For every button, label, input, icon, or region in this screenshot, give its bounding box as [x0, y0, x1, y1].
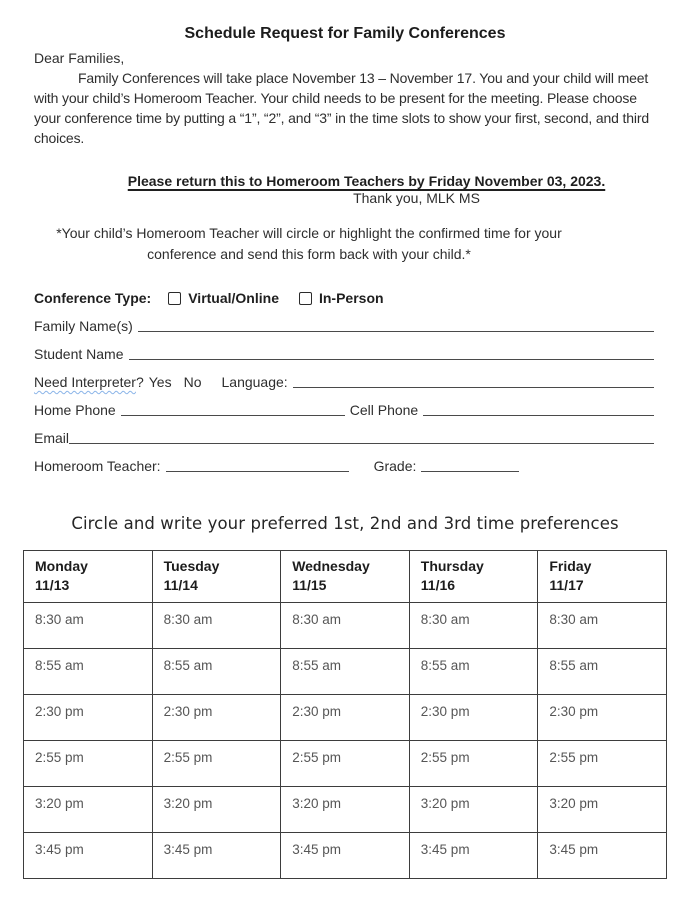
time-slot-cell[interactable]: 2:30 pm: [409, 695, 538, 741]
cell-phone-input[interactable]: [423, 403, 654, 416]
need-interpreter-punct: ?: [135, 374, 144, 390]
time-slot-cell[interactable]: 2:30 pm: [281, 695, 410, 741]
interpreter-no-option[interactable]: No: [183, 374, 202, 390]
time-slot-cell[interactable]: 3:45 pm: [152, 833, 281, 879]
time-slot-cell[interactable]: 2:30 pm: [538, 695, 667, 741]
time-slot-cell[interactable]: 3:45 pm: [281, 833, 410, 879]
family-name-row: [34, 314, 654, 334]
signature-line: Thank you, MLK MS: [353, 190, 480, 206]
time-slot-cell[interactable]: 2:55 pm: [409, 741, 538, 787]
need-interpreter-label: Need Interpreter: [34, 374, 136, 390]
intro-paragraph: Family Conferences will take place November 13 – November 17. You and your child will meet with your child’s Homeroom Teacher. Your child needs to be present for the meeting. Please choose your conference time by putting a “1”, “2”, and “3” in the time slots to show your first, second, and third choices.: [34, 70, 650, 146]
time-slot-cell[interactable]: 8:55 am: [24, 649, 153, 695]
email-label: Email: [34, 430, 70, 446]
day-label: Wednesday: [292, 558, 370, 574]
salutation: Dear Families,: [34, 50, 125, 66]
conference-type-label: Conference Type:: [34, 290, 152, 306]
interpreter-row: [34, 370, 654, 390]
in-person-checkbox-icon[interactable]: [299, 292, 312, 305]
email-input[interactable]: [69, 431, 654, 444]
day-label: Friday: [549, 558, 592, 574]
time-row-230pm: [24, 695, 667, 741]
homeroom-grade-row: [34, 454, 654, 474]
column-header-thursday: [409, 551, 538, 603]
time-slot-cell[interactable]: 8:30 am: [152, 603, 281, 649]
page-title: Schedule Request for Family Conferences: [184, 25, 506, 42]
time-slot-cell[interactable]: 8:55 am: [409, 649, 538, 695]
conference-time-table: [23, 550, 667, 879]
student-name-row: [34, 342, 654, 362]
language-input[interactable]: [293, 375, 654, 388]
phone-row: [34, 398, 654, 418]
column-header-monday: [24, 551, 153, 603]
date-label: 11/16: [420, 577, 456, 593]
time-slot-cell[interactable]: 8:55 am: [152, 649, 281, 695]
time-slot-cell[interactable]: 2:55 pm: [281, 741, 410, 787]
time-slot-cell[interactable]: 2:55 pm: [538, 741, 667, 787]
time-slot-cell[interactable]: 3:45 pm: [538, 833, 667, 879]
date-label: 11/14: [163, 577, 198, 593]
time-slot-cell[interactable]: 3:45 pm: [24, 833, 153, 879]
student-name-input[interactable]: [129, 347, 655, 360]
time-row-830am: [24, 603, 667, 649]
table-header-row: [24, 551, 667, 603]
day-label: Tuesday: [163, 558, 220, 574]
student-name-label: Student Name: [34, 346, 124, 362]
date-label: 11/13: [35, 577, 70, 593]
time-slot-cell[interactable]: 8:30 am: [538, 603, 667, 649]
letter-body: [34, 48, 654, 474]
time-slot-cell[interactable]: 3:20 pm: [24, 787, 153, 833]
homeroom-teacher-input[interactable]: [166, 459, 349, 472]
language-label: Language:: [221, 374, 288, 390]
date-label: 11/15: [292, 577, 327, 593]
time-slot-cell[interactable]: 3:45 pm: [409, 833, 538, 879]
time-slot-cell[interactable]: 8:30 am: [281, 603, 410, 649]
time-row-320pm: [24, 787, 667, 833]
family-name-label: Family Name(s): [34, 318, 133, 334]
time-slot-cell[interactable]: 2:55 pm: [24, 741, 153, 787]
virtual-online-checkbox-icon[interactable]: [168, 292, 181, 305]
time-slot-cell[interactable]: 3:20 pm: [281, 787, 410, 833]
time-row-255pm: [24, 741, 667, 787]
day-label: Monday: [35, 558, 88, 574]
time-row-345pm: [24, 833, 667, 879]
grade-label: Grade:: [373, 458, 417, 474]
conference-type-row: [34, 290, 654, 306]
confirmation-note: *Your child’s Homeroom Teacher will circle or highlight the confirmed time for your conference and send this form back with your child.*: [56, 225, 562, 262]
time-row-855am: [24, 649, 667, 695]
time-slot-cell[interactable]: 2:30 pm: [24, 695, 153, 741]
time-slot-cell[interactable]: 3:20 pm: [538, 787, 667, 833]
in-person-option-label: In-Person: [318, 290, 384, 306]
time-slot-cell[interactable]: 8:30 am: [24, 603, 153, 649]
grade-input[interactable]: [421, 459, 519, 472]
time-slot-cell[interactable]: 8:55 am: [538, 649, 667, 695]
column-header-wednesday: [281, 551, 410, 603]
column-header-friday: [538, 551, 667, 603]
time-slot-cell[interactable]: 3:20 pm: [409, 787, 538, 833]
time-slot-cell[interactable]: 3:20 pm: [152, 787, 281, 833]
time-slot-cell[interactable]: 2:55 pm: [152, 741, 281, 787]
return-deadline-notice: Please return this to Homeroom Teachers by Friday November 03, 2023.: [127, 173, 606, 189]
time-slot-cell[interactable]: 8:30 am: [409, 603, 538, 649]
family-name-input[interactable]: [138, 319, 654, 332]
time-slot-cell[interactable]: 2:30 pm: [152, 695, 281, 741]
cell-phone-label: Cell Phone: [349, 402, 419, 418]
schedule-section-heading: Circle and write your preferred 1st, 2nd and 3rd time preferences: [71, 514, 619, 533]
virtual-online-option-label: Virtual/Online: [188, 290, 279, 306]
column-header-tuesday: [152, 551, 281, 603]
home-phone-label: Home Phone: [34, 402, 116, 418]
date-label: 11/17: [549, 577, 584, 593]
homeroom-teacher-label: Homeroom Teacher:: [34, 458, 161, 474]
interpreter-yes-option[interactable]: Yes: [148, 374, 172, 390]
time-slot-cell[interactable]: 8:55 am: [281, 649, 410, 695]
home-phone-input[interactable]: [121, 403, 345, 416]
day-label: Thursday: [420, 558, 484, 574]
email-row: [34, 426, 654, 446]
